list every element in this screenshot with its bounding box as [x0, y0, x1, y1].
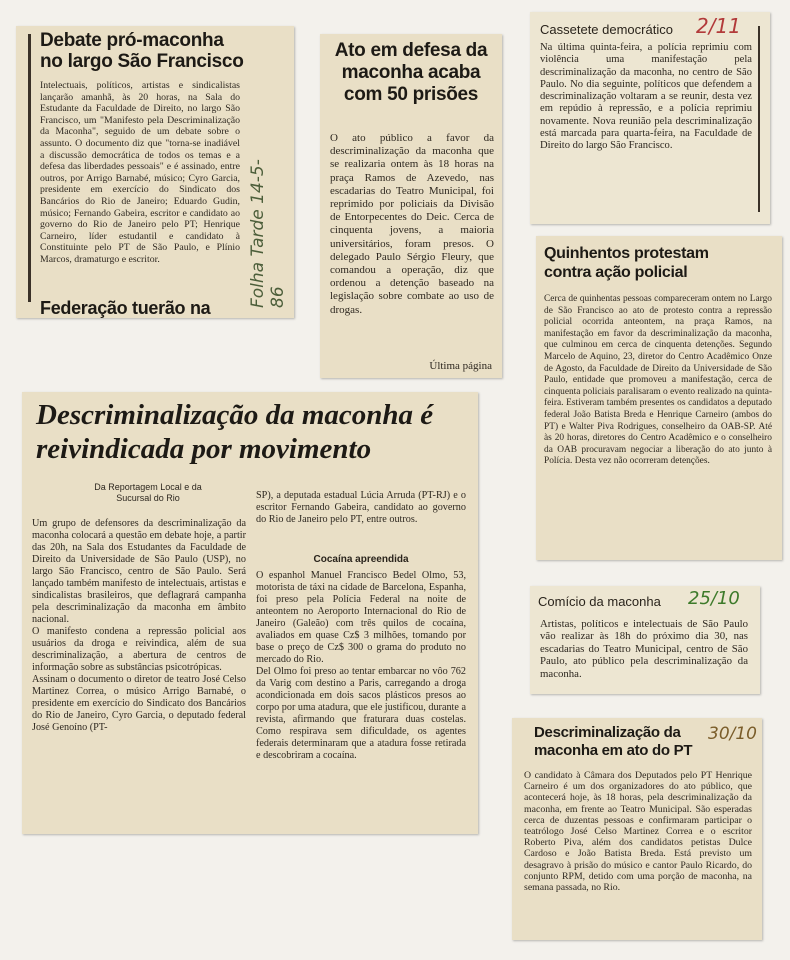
article-body: Na última quinta-feira, a polícia reprimiu com violência uma manifestação pela descriminalização da maconha, no centro de São Paulo. No dia seguinte, políticos que defendem a descriminalização voltaram a se reunir, desta vez em repúdio à repressão, e a polícia reprimiu novamente. Nova reunião pela descriminalização está marcada para quarta-feira, na Faculdade de Direito do largo São Francisco.	[540, 42, 752, 152]
column-rule	[758, 26, 760, 212]
article-body: O candidato à Câmara dos Deputados pelo PT Henrique Carneiro é um dos organizadores do ato público, que acontecerá hoje, às 18 horas, pela descriminalização da maconha, em frente ao Teatro Municipal. São esperadas cerca de duzentas pessoas e confirmaram participar o teatrólogo José Celso Martinez Correa e o escritor Roberto Piva, além dos candidatos petistas Dulce Cardoso e João Batista Breda. Está previsto um desagravo à prisão do músico e cantor Paulo Ricardo, do conjunto RPM, detido com uma porção de maconha, na semana passada, no Rio.	[524, 770, 752, 894]
clipping-comicio-da-maconha	[530, 586, 760, 694]
article-column-2-top: SP), a deputada estadual Lúcia Arruda (PT-RJ) e o escritor Fernando Gabeira, candidato ao governo do Rio de Janeiro pelo PT, entre outros.	[256, 490, 466, 525]
headline: Ato em defesa da maconha acaba com 50 prisões	[334, 40, 488, 105]
footer-reference: Última página	[429, 359, 492, 372]
headline: Cassetete democrático	[540, 22, 673, 37]
headline: Descriminalização da maconha é reivindicada por movimento	[36, 399, 434, 465]
headline: Debate pró-maconha no largo São Francisco	[40, 30, 244, 72]
article-column-2-bottom: O espanhol Manuel Francisco Bedel Olmo, 53, motorista de táxi na cidade de Barcelona, Espanha, foi preso pela Polícia Federal na noite de anteontem no Aeroporto Internacional do Rio de Janeiro (Galeão) com três quilos de cocaína, avaliados em quase Cz$ 3 milhões, tomando por base o preço de Cz$ 300 o grama do produto no mercado do Rio. Del Olmo foi preso ao tentar embarcar no vôo 762 da Varig com destino a Paris, carregando a droga acondicionada em dois sacos plásticos presos ao corpo por uma atadura, que ele justificou, durante a revista, afirmando que fraturara duas costelas. Como respirava sem dificuldade, os agentes federais determinaram que a atadura fosse retirada e descobriram a cocaína.	[256, 570, 466, 761]
article-column-1: Um grupo de defensores da descriminalização da maconha colocará a questão em debate hoje, a partir das 20h, na Sala dos Estudantes da Faculdade de Direito da Universidade de São Paulo (USP), no largo São Francisco, centro de São Paulo. Será lançado também manifesto de intelectuais, artistas e sindicalistas brasileiros, que deflagrará campanha pela descriminalização da maconha em âmbito nacional. O manifesto condena a repressão policial aos usuários da droga e reivindica, além de sua descriminalização, a abertura de centros de informação sobre as substâncias psicotrópicas. Assinam o documento o diretor de teatro José Celso Martinez Correa, o músico Arrigo Barnabé, o presidente em exercício do Sindicato dos Bancários do Rio de Janeiro, Cyro Garcia, o deputado federal José Genoíno (PT-	[32, 518, 246, 733]
handwritten-date: 30/10	[708, 724, 757, 744]
clipping-descriminalizacao-reivindicada	[22, 392, 478, 834]
article-body: O ato público a favor da descriminalização da maconha que se realizaria ontem às 18 horas na praça Ramos de Azevedo, nas escadarias do Teatro Municipal, foi reprimido por policiais da Divisão de Entorpecentes do Deic. Cerca de cinquenta jovens, a maioria universitários, foram presos. O delegado Paulo Sérgio Fleury, que comandou a operação, diz que ordenou a detenção baseado na legislação sobre combate ao uso de drogas.	[330, 132, 494, 316]
clipping-ato-em-defesa	[320, 34, 502, 378]
handwritten-date: 25/10	[688, 588, 740, 609]
column-rule	[28, 34, 31, 302]
subhead: Cocaína apreendida	[313, 554, 409, 565]
headline: Descriminalização da maconha em ato do PT	[534, 724, 693, 759]
handwritten-date: 2/11	[696, 14, 741, 38]
handwritten-source-note: Folha Tarde 14-5-86	[248, 159, 288, 308]
article-body: Cerca de quinhentas pessoas compareceram ontem no Largo de São Francisco ao ato de protesto contra a repressão policial ocorrida anteontem, na praça Ramos, na manifestação em favor da descriminalização da maconha, que culminou em cerca de cinquenta detenções. Segundo Marcelo de Aquino, 23, diretor do Centro Acadêmico Onze de Agosto, da Faculdade de Direito da Universidade de São Paulo, entidade que promoveu a manifestação, cerca de cinquenta policiais paralisaram o evento realizado na quinta-feira. Estiveram também presentes os candidatos a deputado federal João Batista Breda e Henrique Carneiro (ambos do PT) e Walter Piva Rodrigues, conselheiro da OAB-SP. Até às 20 horas, diretores do Centro Acadêmico e o conselheiro da OAB procuravam negociar a liberação do ato junto à Polícia. Desta vez não ocorreram detenções.	[544, 294, 772, 467]
clipping-quinhentos-protestam	[536, 236, 782, 560]
byline: Da Reportagem Local e da Sucursal do Rio	[94, 482, 202, 503]
headline: Comício da maconha	[538, 594, 661, 609]
cut-headline: Federação tuerão na	[40, 298, 211, 318]
article-body: Intelectuais, políticos, artistas e sindicalistas lançarão amanhã, às 20 horas, na Sala do Estudante da Faculdade de Direito, no largo São Francisco, um "Manifesto pela Descriminalização da Maconha", seguido de um debate sobre o assunto. O documento diz que "torna-se inadiável a discussão democrática de todos os temas e a defesa das liberdades pessoais" e é assinado, entre outros, por Arrigo Barnabé, músico; Cyro Garcia, presidente em exercício do Sindicato dos Bancários do Rio de Janeiro; Eduardo Gudin, músico; Fernando Gabeira, escritor e candidato ao governo do Rio de Janeiro pelo PT; Henrique Carneiro, líder estudantil e candidato à Constituinte pelo PT de São Paulo, e Plínio Marcos, dramaturgo e escritor.	[40, 80, 240, 265]
clipping-debate-pro-maconha	[16, 26, 294, 318]
clipping-ato-do-pt	[512, 718, 762, 940]
headline: Quinhentos protestam contra ação policial	[544, 245, 709, 281]
article-body: Artistas, políticos e intelectuais de São Paulo vão realizar às 18h do próximo dia 30, nas escadarias do Teatro Municipal, centro de São Paulo, ato público pela descriminalização da maconha.	[540, 618, 748, 680]
clipping-cassetete-democratico	[530, 12, 770, 224]
